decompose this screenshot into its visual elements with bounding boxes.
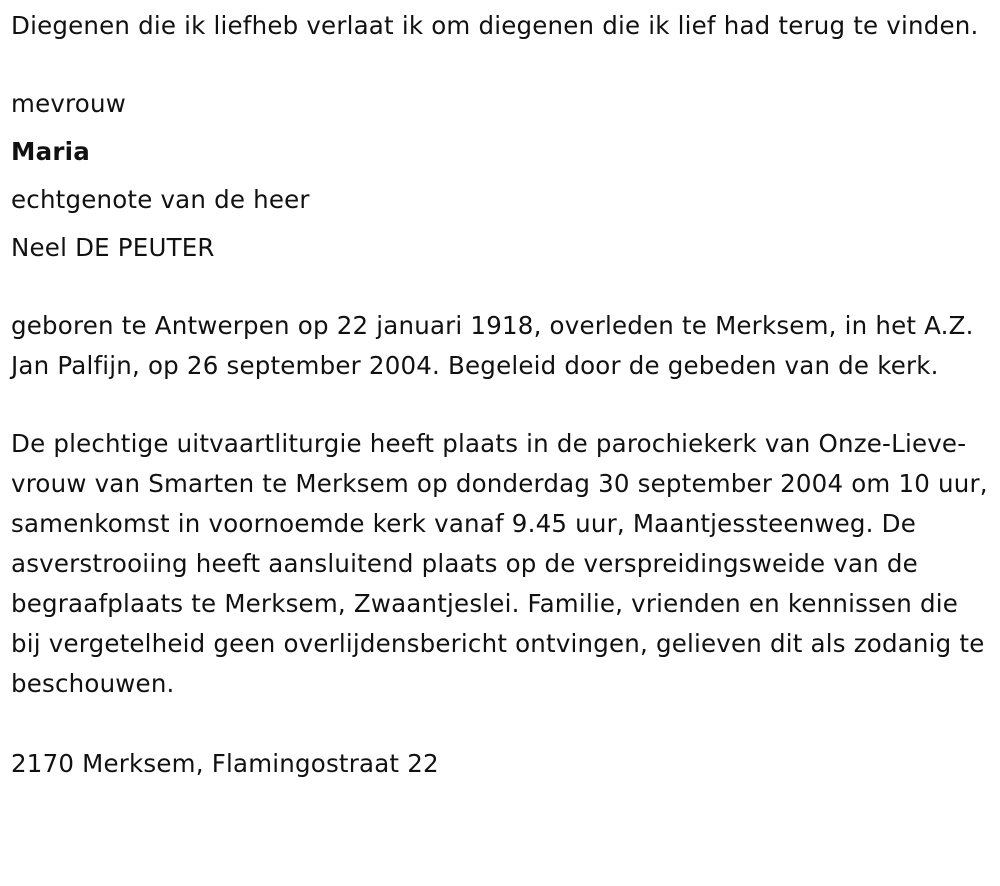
deceased-name: Maria xyxy=(11,137,90,166)
obituary-document xyxy=(11,6,993,784)
spouse-name: Neel DE PEUTER xyxy=(11,233,215,262)
birth-death-paragraph: geboren te Antwerpen op 22 januari 1918, overleden te Merksem, in het A.Z. Jan Palfijn, op 26 september 2004. Begeleid door de gebeden van de kerk. xyxy=(11,311,974,380)
relation-text: echtgenote van de heer xyxy=(11,185,310,214)
epigraph: Diegenen die ik liefheb verlaat ik om diegenen die ik lief had terug te vinden. xyxy=(11,11,979,40)
salutation: mevrouw xyxy=(11,89,126,118)
address: 2170 Merksem, Flamingostraat 22 xyxy=(11,749,439,778)
funeral-paragraph: De plechtige uitvaartliturgie heeft plaats in de parochiekerk van Onze-Lieve-vrouw van Smarten te Merksem op donderdag 30 september 2004 om 10 uur, samenkomst in voornoemde kerk vanaf 9.45 uur, Maantjessteenweg. De asverstrooiing heeft aansluitend plaats op de verspreidingsweide van de begraafplaats te Merksem, Zwaantjeslei. Familie, vrienden en kennissen die bij vergetelheid geen overlijdensbericht ontvingen, gelieven dit als zodanig te beschouwen. xyxy=(11,429,988,698)
